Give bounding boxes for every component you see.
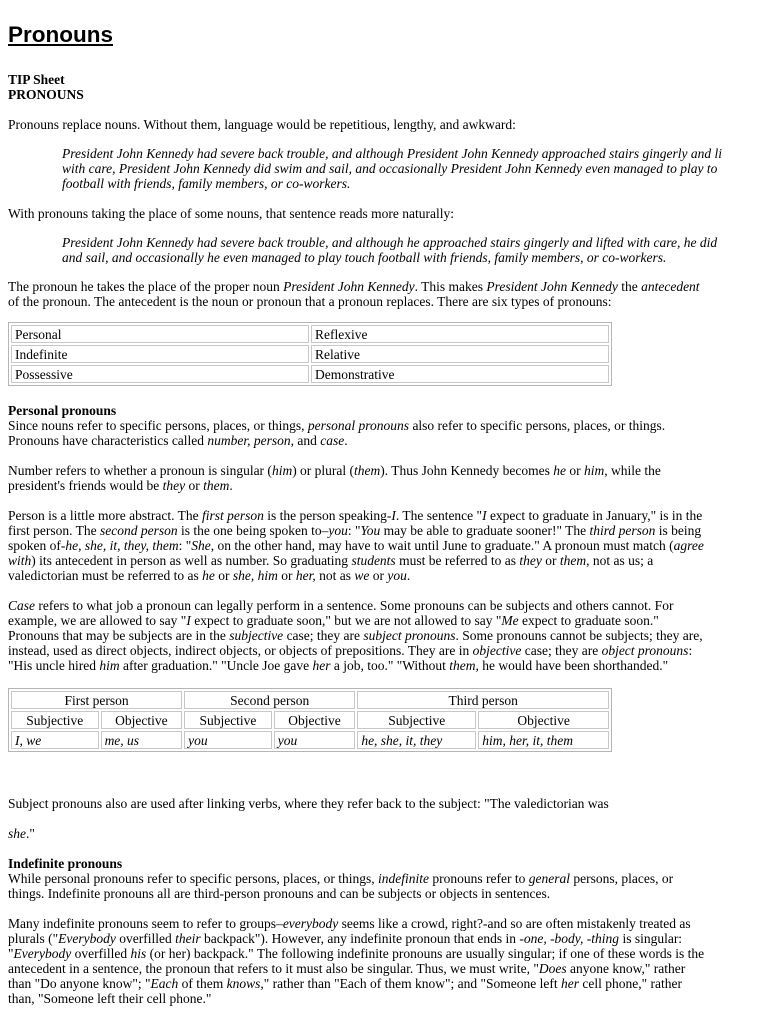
paragraph-line: Subject pronouns also are used after linking verbs, where they refer back to the subject: "The valedictorian was <box>8 796 609 811</box>
table-group-header: Third person <box>357 691 609 709</box>
antecedent-paragraph <box>8 279 768 309</box>
table-row <box>11 345 609 363</box>
paragraph-line: Number refers to whether a pronoun is singular (him) or plural (them). Thus John Kennedy becomes he or him, while the <box>8 463 661 478</box>
paragraph-line: things. Indefinite pronouns all are third-person pronouns and can be subjects or objects in sentences. <box>8 886 551 901</box>
paragraph-line: of the pronoun. The antecedent is the noun or pronoun that a pronoun replaces. There are six types of pronouns: <box>8 294 612 309</box>
quote-line: with care, President John Kennedy did swim and sail, and occasionally President John Kennedy even managed to play to <box>62 161 718 176</box>
example-quote-natural <box>62 235 768 265</box>
table-cell: Indefinite <box>11 345 309 363</box>
tip-heading: PRONOUNS <box>8 87 84 102</box>
table-header-row <box>11 691 609 709</box>
paragraph-line: Person is a little more abstract. The first person is the person speaking-I. The sentence "I expect to graduate in January," is in the <box>8 508 703 523</box>
section-heading: Personal pronouns <box>8 403 117 418</box>
paragraph-line: spoken of-he, she, it, they, them: "She, on the other hand, may have to wait until June to graduate." A pronoun must match (agree <box>8 538 704 553</box>
person-paragraph <box>8 508 768 583</box>
intro-paragraph <box>8 117 768 132</box>
paragraph-line: antecedent in a sentence, the pronoun that refers to it must also be singular. Thus, we must write, "Does anyone know," rather <box>8 961 686 976</box>
page-title: Pronouns <box>8 22 113 47</box>
table-row <box>11 731 609 749</box>
table-cell: you <box>274 731 356 749</box>
paragraph-line: Case refers to what job a pronoun can legally perform in a sentence. Some pronouns can be subjects and others cannot. For <box>8 598 674 613</box>
intro-text: Pronouns replace nouns. Without them, language would be repetitious, lengthy, and awkward: <box>8 117 516 132</box>
paragraph-line: While personal pronouns refer to specific persons, places, or things, indefinite pronouns refer to general persons, places, or <box>8 871 674 886</box>
paragraph-line: first person. The second person is the one being spoken to–you: "You may be able to graduate sooner!" The third person is being <box>8 523 702 538</box>
indefinite-pronouns-section <box>8 856 768 901</box>
paragraph-line: "Everybody overfilled his (or her) backpack." The following indefinite pronouns are usually singular; if one of these words is the <box>8 946 705 961</box>
paragraph-line: than "Do anyone know"; "Each of them knows," rather than "Each of them know"; and "Someone left her cell phone," rather <box>8 976 682 991</box>
paragraph-line: valedictorian must be referred to as he or she, him or her, not as we or you. <box>8 568 411 583</box>
quote-line: and sail, and occasionally he even managed to play touch football with friends, family members, or co-workers. <box>62 250 667 265</box>
tip-sheet-label: TIP Sheet <box>8 72 65 87</box>
table-cell: Reflexive <box>311 325 609 343</box>
tip-sheet-header <box>8 72 768 102</box>
table-cell: Personal <box>11 325 309 343</box>
many-indefinite-paragraph <box>8 916 768 1006</box>
paragraph-line: "His uncle hired him after graduation." "Uncle Joe gave her a job, too." "Without them, he would have been shorthanded." <box>8 658 669 673</box>
case-paragraph <box>8 598 768 673</box>
paragraph-line: than, "Someone left their cell phone." <box>8 991 212 1006</box>
table-cell: he, she, it, they <box>357 731 476 749</box>
paragraph-line: instead, used as direct objects, indirect objects, or objects of prepositions. They are in objective case; they are object pronouns: <box>8 643 693 658</box>
example-quote-repetitive <box>62 146 768 191</box>
section-heading: Indefinite pronouns <box>8 856 123 871</box>
paragraph-line: The pronoun he takes the place of the proper noun President John Kennedy. This makes President John Kennedy the antecedent <box>8 279 700 294</box>
paragraph-line: with) its antecedent in person as well as number. So graduating students must be referred to as they or them, not as us; a <box>8 553 654 568</box>
personal-pronouns-section <box>8 403 768 448</box>
linking-verbs-paragraph-end <box>8 826 768 841</box>
quote-line: President John Kennedy had severe back trouble, and although he approached stairs gingerly and lifted with care, he did <box>62 235 718 250</box>
table-cell: I, we <box>11 731 99 749</box>
number-paragraph <box>8 463 768 493</box>
table-subheader: Subjective <box>357 711 476 729</box>
table-subheader: Objective <box>274 711 356 729</box>
table-group-header: First person <box>11 691 182 709</box>
table-subheader: Subjective <box>184 711 272 729</box>
with-pronouns-text: With pronouns taking the place of some nouns, that sentence reads more naturally: <box>8 206 454 221</box>
table-cell: you <box>184 731 272 749</box>
table-cell: me, us <box>101 731 183 749</box>
paragraph-line: president's friends would be they or them. <box>8 478 233 493</box>
paragraph-line: Since nouns refer to specific persons, places, or things, personal pronouns also refer to specific persons, places, or things. <box>8 418 666 433</box>
table-subheader: Subjective <box>11 711 99 729</box>
linking-verbs-paragraph <box>8 796 768 811</box>
quote-line: President John Kennedy had severe back trouble, and although President John Kennedy approached stairs gingerly and li <box>62 146 722 161</box>
paragraph-line: plurals ("Everybody overfilled their backpack"). However, any indefinite pronoun that ends in -one, -body, -thing is singular: <box>8 931 683 946</box>
table-cell: him, her, it, them <box>478 731 609 749</box>
with-pronouns-paragraph <box>8 206 768 221</box>
table-cell: Demonstrative <box>311 365 609 383</box>
table-row <box>11 365 609 383</box>
paragraph-line: Pronouns that may be subjects are in the subjective case; they are subject pronouns. Some pronouns cannot be subjects; they are, <box>8 628 703 643</box>
table-group-header: Second person <box>184 691 355 709</box>
quote-line: football with friends, family members, or co-workers. <box>62 176 351 191</box>
paragraph-line: example, we are allowed to say "I expect to graduate soon," but we are not allowed to say "Me expect to graduate soon." <box>8 613 659 628</box>
paragraph-line: she." <box>8 826 35 841</box>
table-cell: Possessive <box>11 365 309 383</box>
table-subheader-row <box>11 711 609 729</box>
table-cell: Relative <box>311 345 609 363</box>
case-table <box>8 688 612 752</box>
paragraph-line: Many indefinite pronouns seem to refer to groups–everybody seems like a crowd, right?-and so are often mistakenly treated as <box>8 916 691 931</box>
table-subheader: Objective <box>478 711 609 729</box>
paragraph-line: Pronouns have characteristics called number, person, and case. <box>8 433 348 448</box>
table-row <box>11 325 609 343</box>
pronoun-types-table <box>8 322 612 386</box>
table-subheader: Objective <box>101 711 183 729</box>
